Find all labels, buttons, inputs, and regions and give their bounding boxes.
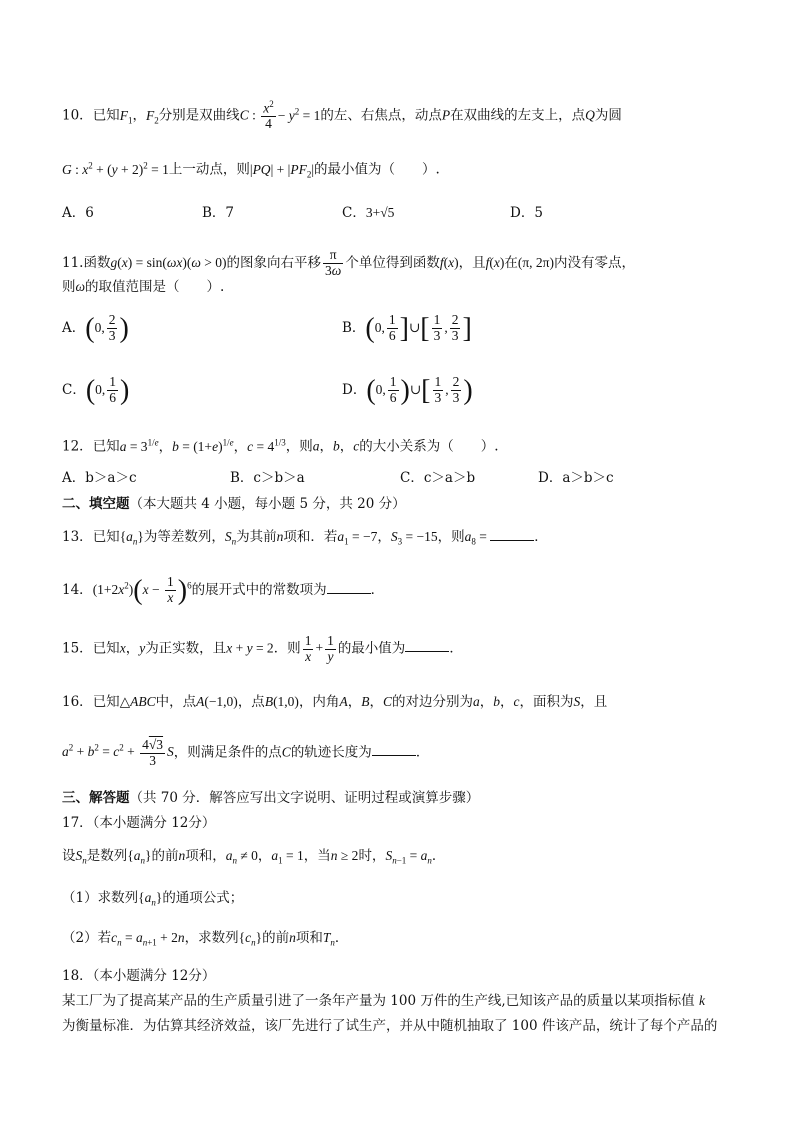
section3-heading	[62, 790, 479, 806]
section2-note: （本大题共 4 小题，每小题 5 分，共 20 分）	[129, 496, 406, 512]
q15-line: 15．已知x，y为正实数，且x + y = 2．则 $\frac{1}{x}$ + $\frac{1}{y}$ 的最小值为 ．	[62, 633, 463, 664]
q18-header: 18．（本小题满分 12分）	[62, 968, 216, 984]
q10-option-d: D．5	[510, 205, 543, 221]
q17-stem: 设$S_n$是数列$\{a_n\}$的前n项和，$a_n \ne 0$，$a_1 = 1$，当n ≥ 2时，$S_{n-1} = a_n$．	[62, 848, 446, 866]
q10-line2: G : $x^2 + (y + 2)^2 = 1$上一动点，则$|PQ| + |PF_2|$的最小值为（ ）.	[62, 160, 440, 180]
q18-line2: 为衡量标准．为估算其经济效益，该厂先进行了试生产，并从中随机抽取了 100 件该产品，统计了每个产品的	[62, 1018, 718, 1034]
section3-title: 三、解答题	[62, 790, 130, 806]
q12-line1: 12．已知$a = 3^{1/e}$，$b = (1+e)^{1/e}$，$c = 4^{1/3}$，则a，b，c的大小关系为（ ）.	[62, 437, 499, 455]
q13-line: 13．已知$\{a_n\}$为等差数列，$S_n$为其前n项和．若$a_1 = -7$，$S_3 = -15$，则$a_8$ = ．	[62, 529, 548, 547]
section3-note: （共 70 分．解答应写出文字说明、证明过程或演算步骤）	[129, 790, 480, 806]
q11-option-d: D．(0, $\frac{1}{6}$ )∪[ $\frac{1}{3}$ , $\frac{2}{3}$ )	[342, 374, 473, 406]
q10-number: 10．	[62, 107, 93, 124]
q12-option-a: A．b＞a＞c	[62, 470, 137, 486]
q17-part2: （2）若$c_n = a_{n+1} + 2n$，求数列$\{c_n\}$的前n项和$T_n$．	[62, 930, 349, 948]
q12-option-d: D．a＞b＞c	[538, 470, 614, 486]
q15-number: 15．	[62, 640, 93, 657]
q18-line1: 某工厂为了提高某产品的生产质量引进了一条年产量为 100 万件的生产线,已知该产品的质量以某项指标值 k	[62, 993, 705, 1009]
q17-part1: （1）求数列$\{a_n\}$的通项公式；	[62, 890, 244, 908]
q16-number: 16．	[62, 694, 93, 710]
q14-answer-blank	[327, 581, 371, 594]
q12-option-c: C．c＞a＞b	[400, 470, 476, 486]
q11-line2: 则ω的取值范围是（ ）.	[62, 279, 225, 295]
q11-option-b: B．(0, $\frac{1}{6}$ ]∪[ $\frac{1}{3}$ , $\frac{2}{3}$ ]	[342, 312, 472, 344]
q11-line1: 11.函数g(x) = sin(ωx)(ω > 0)的图象向右平移 $\frac{\pi}{3\omega}$ 个单位得到函数f(x)，且f(x)在(π, 2π)内没有零点，	[62, 247, 635, 278]
q10-option-c: C．3+√5	[342, 205, 395, 221]
q12-option-b: B．c＞b＞a	[230, 470, 305, 486]
q11-number: 11.	[62, 254, 84, 271]
q13-number: 13．	[62, 529, 93, 545]
q13-answer-blank	[490, 528, 534, 541]
section2-heading	[62, 496, 406, 512]
q16-answer-blank	[372, 743, 416, 756]
q16-line1: 16．已知△ABC中，点A(−1,0)，点B(1,0)，内角A，B，C的对边分别为a，b，c，面积为S，且	[62, 694, 608, 710]
q14-number: 14．	[62, 581, 93, 598]
section2-title: 二、填空题	[62, 496, 130, 512]
q10-option-c-value: 3+√5	[365, 205, 395, 220]
q16-line2: $a^2 + b^2 = c^2$ + $\frac{4√3}{3}$ S，则满足条件的点C的轨迹长度为 ．	[62, 737, 430, 768]
q17-header: 17．（本小题满分 12分）	[62, 815, 216, 831]
q10-option-a: A．6	[62, 205, 94, 221]
q10-line1: 10．已知$F_1$，$F_2$分别是双曲线C : $\frac{x^2}{4}$ − $y^2 = 1$的左、右焦点，动点P在双曲线的左支上，点Q为圆	[62, 99, 622, 132]
q12-number: 12．	[62, 438, 93, 455]
q11-option-c: C．(0, $\frac{1}{6}$ )	[62, 374, 130, 406]
q14-line: 14．$(1+2x^2)(x$ − $\frac{1}{x}$ )$^6$的展开式中的常数项为 ．	[62, 574, 385, 606]
q10-option-b: B．7	[202, 205, 235, 221]
q10-fraction: $\frac{x^2}{4}$	[263, 99, 274, 132]
q15-answer-blank	[405, 639, 449, 652]
q11-option-a: A．(0, $\frac{2}{3}$ )	[62, 312, 129, 344]
